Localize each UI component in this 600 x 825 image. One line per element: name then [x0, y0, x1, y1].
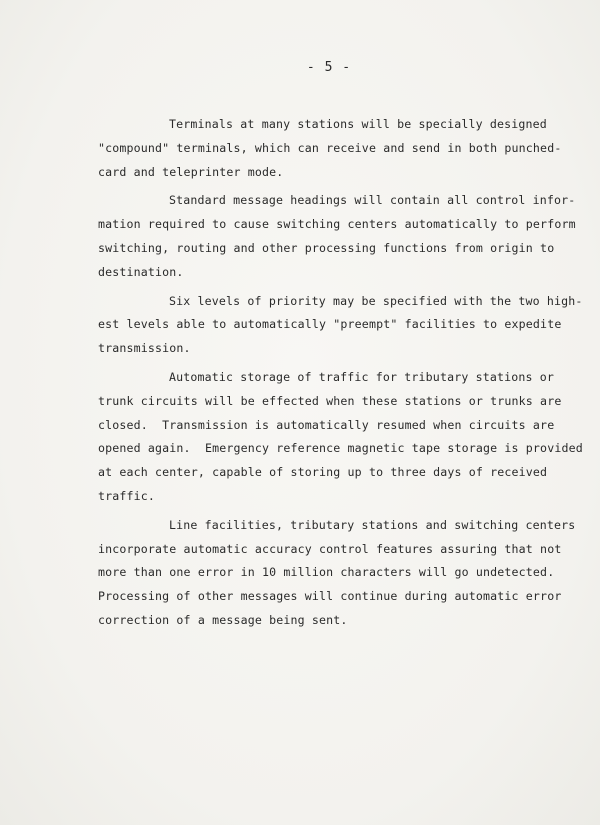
text-line: incorporate automatic accuracy control features assuring that not [98, 541, 562, 556]
text-line: switching, routing and other processing functions from origin to [98, 240, 555, 255]
text-line: trunk circuits will be effected when these stations or trunks are [98, 393, 562, 408]
text-line: Six levels of priority may be specified with the two high- [169, 293, 583, 308]
text-line: transmission. [98, 341, 191, 356]
paragraph-accuracy-control [98, 514, 576, 633]
text-line: destination. [98, 264, 184, 279]
page-number: - 5 - [306, 60, 352, 75]
text-line: Processing of other messages will continue during automatic error [98, 589, 562, 604]
paragraph-message-headings [98, 189, 576, 284]
text-line: Terminals at many stations will be specially designed [169, 117, 547, 131]
text-line: Automatic storage of traffic for tributary stations or [169, 369, 555, 384]
text-line: mation required to cause switching centers automatically to perform [98, 217, 576, 232]
paragraph-compound-terminals [98, 113, 568, 184]
body-text [98, 113, 583, 638]
text-line: traffic. [98, 488, 156, 503]
text-line: "compound" terminals, which can receive and send in both punched- [98, 140, 562, 155]
text-line: opened again. Emergency reference magnetic tape storage is provided [98, 441, 583, 456]
text-line: Line facilities, tributary stations and switching centers [169, 517, 576, 532]
text-line: more than one error in 10 million characters will go undetected. [98, 565, 555, 580]
text-line: Standard message headings will contain all control infor- [169, 193, 576, 208]
paragraph-traffic-storage [98, 366, 583, 509]
text-line: at each center, capable of storing up to three days of received [98, 465, 548, 480]
text-line: card and teleprinter mode. [98, 164, 284, 179]
text-line: correction of a message being sent. [98, 612, 348, 627]
text-line: closed. Transmission is automatically resumed when circuits are [98, 417, 555, 432]
paragraph-priority-levels [98, 290, 583, 361]
text-line: est levels able to automatically "preempt" facilities to expedite [98, 317, 562, 332]
